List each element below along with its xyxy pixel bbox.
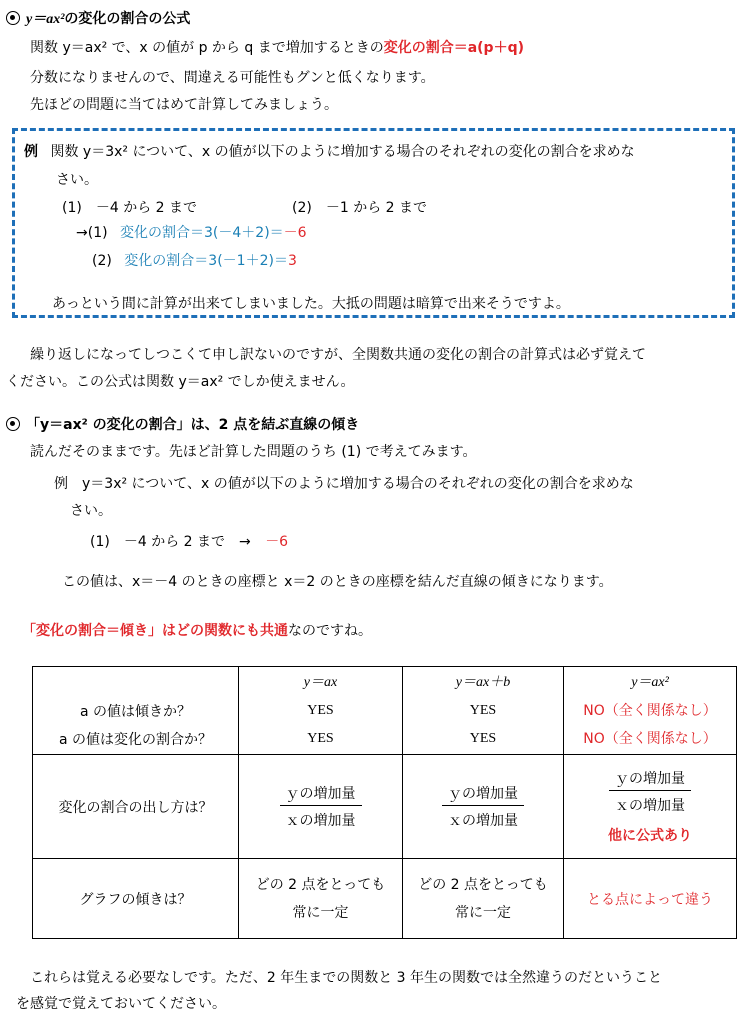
col3-cell [564,667,737,755]
section2-example: 例 y＝3x² について、x の値が以下のように増加する場合のそれぞれの変化の割合を求めな [54,476,634,492]
example-answer1 [76,222,307,242]
para1-line1: 繰り返しになってしつこくて申し訳ないのですが、全関数共通の変化の割合の計算式は必ず覚えて [30,347,646,363]
section1-line3: 先ほどの問題に当てはめて計算してみましょう。 [30,97,338,113]
example-problem [24,141,635,161]
example-item-text: (1) －4 から 2 まで → [90,534,251,550]
table-row [33,667,737,755]
col1-cell [239,667,403,755]
fraction-numerator: ｙの増加量 [609,768,691,791]
row2-col3 [564,755,737,859]
formula-highlight: 変化の割合＝a(p＋q) [383,40,524,56]
col2-yes: YES [469,702,497,718]
other-formula-note: 他に公式あり [608,828,692,844]
answer2-text: 変化の割合＝3(－1＋2)＝ [124,253,288,269]
section1-heading [6,8,190,28]
section1-line2: 分数になりませんので、間違える可能性もグンと低くなります。 [30,70,435,86]
slope-constant: 常に一定 [455,904,511,921]
col3-no: NO（全く関係なし） [583,730,717,747]
row3-col2 [403,859,564,939]
table-row [33,859,737,939]
col2-yes: YES [469,730,497,746]
example-item2: (2) －1 から 2 まで [292,200,427,216]
col1-yes: YES [307,702,334,718]
section2-example-item [90,531,288,551]
col3-no: NO（全く関係なし） [583,702,717,719]
example-answer2 [92,250,297,270]
key-point-highlight: 「変化の割合＝傾き」はどの関数にも共通 [22,623,288,639]
rate-fraction [280,783,362,830]
example-label: 例 [24,144,38,160]
section2-line2: この値は、x＝－4 のときの座標と x＝2 のときの座標を結んだ直線の傾きになります。 [62,574,613,590]
key-point-text: なのですね。 [288,623,372,639]
fraction-numerator: ｙの増加量 [442,783,524,806]
fraction-denominator: ｘの増加量 [448,813,518,829]
section2-heading [6,414,359,434]
section2-heading-text: 「y＝ax² の変化の割合」は、2 点を結ぶ直線の傾き [26,417,360,433]
para1-line2: ください。この公式は関数 y＝ax² でしか使えません。 [6,374,355,390]
heading-equation: y＝ax² [26,12,65,27]
rate-fraction [442,783,524,830]
fraction-numerator: ｙの増加量 [280,783,362,806]
header-quadratic: y＝ax² [631,674,669,690]
example-problem-cont: さい。 [56,172,98,188]
example-item-value: －6 [265,534,289,550]
answer1-prefix: →(1) [76,225,108,241]
slope-any-points: どの 2 点をとっても [418,876,548,893]
fraction-denominator: ｘの増加量 [615,798,685,814]
bullet-icon [6,417,20,431]
label-rate: a の値は変化の割合か？ [58,731,213,748]
key-point [22,620,372,640]
comparison-table [32,666,737,939]
line1-text: 関数 y＝ax² で、x の値が p から q まで増加するときの [30,40,384,56]
row1-labels-cell [33,667,239,755]
example-problem-text: 関数 y＝3x² について、x の値が以下のように増加する場合のそれぞれの変化の割合を求めな [50,144,635,160]
rate-fraction [609,768,691,815]
slope-any-points: どの 2 点をとっても [255,876,386,893]
col1-yes: YES [307,730,334,746]
section2-example-cont: さい。 [70,503,112,519]
answer2-value: 3 [287,253,297,269]
col2-cell [403,667,564,755]
row3-col3: とる点によって違う [564,859,737,939]
footer-line1: これらは覚える必要なしです。ただ、2 年生までの関数と 3 年生の関数では全然違うのだということ [30,970,663,986]
answer1-value: －6 [283,225,307,241]
fraction-denominator: ｘの増加量 [285,813,356,829]
table-row [33,755,737,859]
row2-col2 [403,755,564,859]
row2-col1 [239,755,403,859]
header-linear-proportional: y＝ax [303,674,338,690]
footer-line2: を感覚で覚えておいてください。 [16,996,226,1012]
section2-line1: 読んだそのままです。先ほど計算した問題のうち (1) で考えてみます。 [30,444,477,460]
answer1-text: 変化の割合＝3(－4＋2)＝ [120,225,284,241]
example-closing: あっという間に計算が出来てしまいました。大抵の問題は暗算で出来そうですよ。 [52,296,570,312]
example-item1: (1) －4 から 2 まで [62,200,197,216]
bullet-icon [6,11,20,25]
row2-label: 変化の割合の出し方は？ [33,755,239,859]
heading-text: の変化の割合の公式 [64,11,191,27]
answer2-prefix: (2) [92,253,112,269]
row3-label: グラフの傾きは？ [33,859,239,939]
section1-line1 [30,37,524,57]
label-slope: a の値は傾きか？ [79,703,192,720]
row3-col1 [239,859,403,939]
header-linear: y＝ax＋b [455,674,511,690]
slope-constant: 常に一定 [292,904,349,921]
